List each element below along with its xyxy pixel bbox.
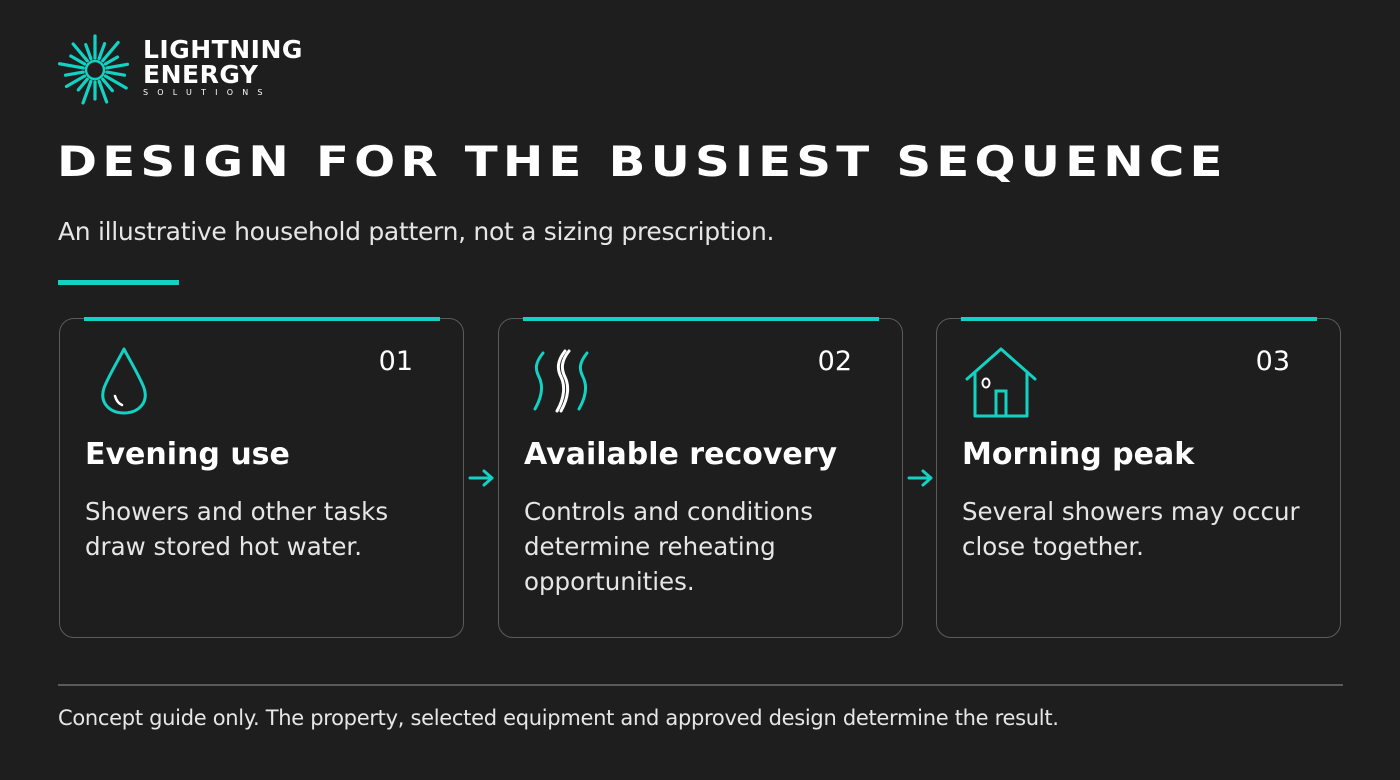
house-icon: [963, 343, 1043, 423]
title-accent-divider: [58, 280, 179, 285]
card-accent-bar: [961, 317, 1317, 321]
brand-logo: [57, 32, 347, 108]
starburst-ray: [78, 79, 87, 90]
brand-name-line2: ENERGY: [143, 60, 259, 89]
step-title: Evening use: [85, 437, 290, 472]
step-description: Controls and conditions determine reheating opportunities.: [524, 497, 814, 596]
footer-disclaimer: Concept guide only. The property, selected equipment and approved design determine the result.: [58, 706, 1059, 730]
card-accent-bar: [84, 317, 440, 321]
card-accent-bar: [523, 317, 879, 321]
arrow-right-icon: [467, 466, 497, 490]
starburst-ray: [105, 57, 117, 64]
arrow-right-icon: [906, 466, 936, 490]
water-drop-icon: [86, 343, 166, 423]
step-title: Morning peak: [962, 437, 1195, 472]
step-number: 02: [817, 346, 852, 377]
footer-divider: [58, 684, 1343, 686]
starburst-ray: [65, 72, 83, 75]
step-title: Available recovery: [524, 437, 838, 472]
step-number: 01: [378, 346, 413, 377]
starburst-icon: [57, 32, 133, 108]
heat-waves-icon: [525, 343, 605, 423]
step-number: 03: [1255, 346, 1290, 377]
page-subtitle: An illustrative household pattern, not a sizing prescription.: [58, 217, 775, 246]
starburst-core: [86, 61, 104, 79]
starburst-ray: [60, 64, 84, 68]
step-card-morning-peak: [936, 318, 1341, 638]
step-description: Showers and other tasks draw stored hot water.: [85, 497, 389, 561]
starburst-ray: [107, 64, 128, 68]
brand-wordmark: [143, 37, 303, 98]
brand-name-line1: LIGHTNING: [143, 35, 303, 64]
brand-tagline: SOLUTIONS: [143, 88, 272, 97]
starburst-ray: [99, 44, 104, 59]
starburst-ray: [107, 72, 125, 75]
step-card-available-recovery: [498, 318, 903, 638]
starburst-ray: [86, 45, 91, 59]
page-title: DESIGN FOR THE BUSIEST SEQUENCE: [57, 137, 1228, 186]
step-description: Several showers may occur close together.: [962, 497, 1300, 561]
step-card-evening-use: [59, 318, 464, 638]
